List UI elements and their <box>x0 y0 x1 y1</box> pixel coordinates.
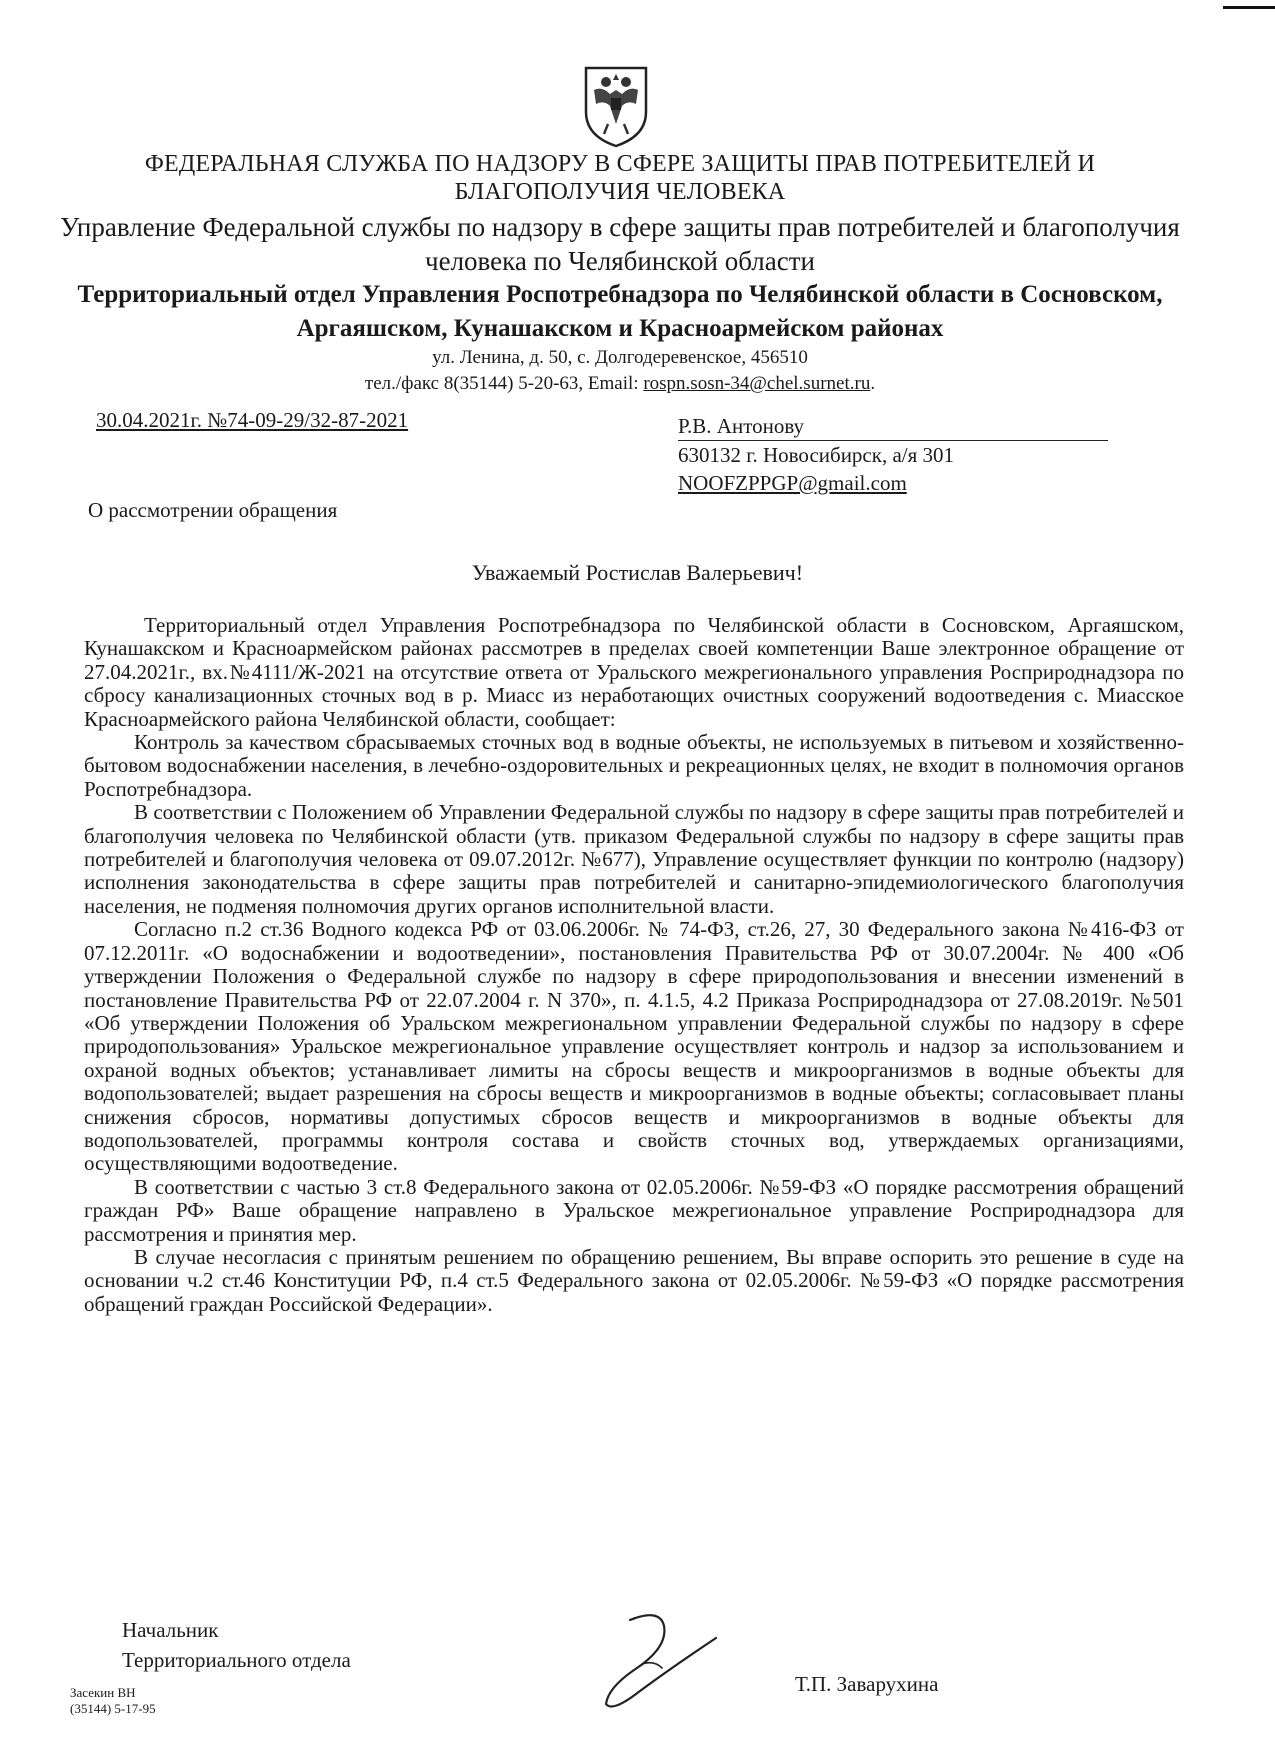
addressee-address: 630132 г. Новосибирск, а/я 301 <box>678 443 955 467</box>
body-paragraph: В соответствии с Положением об Управлении Федеральной службы по надзору в сфере защиты прав потребителей и благополучия человека по Челябинской области (утв. приказом Федеральной службы по надзору в сфере защиты прав потребителей и благополучия человека от 09.07.2012г. №677), Управление осуществляет функции по контролю (надзору) исполнения законодательства в сфере защиты прав потребителей и санитарно-эпидемиологического благополучия населения, не подменяя полномочия других органов исполнительной власти. <box>84 800 1184 918</box>
executor-phone: (35144) 5-17-95 <box>70 1701 156 1716</box>
signatory-name: Т.П. Заварухина <box>795 1672 939 1696</box>
coat-of-arms-emblem-icon <box>580 60 652 150</box>
regional-office-header: Управление Федеральной службы по надзору в сфере защиты прав потребителей и благополучия человека по Челябинской области <box>60 212 1180 276</box>
letter-subject: О рассмотрении обращения <box>88 498 338 522</box>
office-address: ул. Ленина, д. 50, с. Долгодеревенское, 456510 <box>432 347 808 368</box>
letter-body <box>84 614 1184 1316</box>
body-paragraph: В соответствии с частью 3 ст.8 Федерального закона от 02.05.2006г. №59-ФЗ «О порядке рассмотрения обращений граждан РФ» Ваше обращение направлено в Уральское межрегиональное управление Росприроднадзора для рассмотрения и принятия мер. <box>84 1174 1184 1246</box>
executor-name: Засекин ВН <box>70 1685 136 1700</box>
body-paragraph: Согласно п.2 ст.36 Водного кодекса РФ от 03.06.2006г. № 74-ФЗ, ст.26, 27, 30 Федерального закона №416-ФЗ от 07.12.2011г. «О водоснабжении и водоотведении», постановления Правительства РФ от 30.07.2004г. № 400 «Об утверждении Положения о Федеральной службе по надзору в сфере природопользования и внесении изменений в постановление Правительства РФ от 22.07.2004 г. N 370», п. 4.1.5, 4.2 Приказа Росприроднадзора от 27.08.2019г. №501 «Об утверждении Положения об Уральском межрегиональном управлении Федеральной службы по надзору в сфере природопользования» Уральское межрегиональное управление осуществляет контроль и надзор за использованием и охраной водных объектов; устанавливает лимиты на сбросы веществ и микроорганизмов в водные объекты для водопользователей; выдает разрешения на сбросы веществ и микроорганизмов в водные объекты; согласовывает планы снижения сбросов, нормативы допустимых сбросов веществ и микроорганизмов в водные объекты для водопользователей, программы контроля состава и свойств сточных вод, утверждаемых организациями, осуществляющими водоотведение. <box>84 917 1184 1176</box>
addressee-email-link[interactable]: NOOFZPPGP@gmail.com <box>678 471 907 495</box>
letter-reference-number: 30.04.2021г. №74-09-29/32-87-2021 <box>96 408 409 432</box>
greeting: Уважаемый Ростислав Валерьевич! <box>471 560 804 585</box>
signatory-position-line2: Территориального отдела <box>122 1648 351 1672</box>
agency-name-header: ФЕДЕРАЛЬНАЯ СЛУЖБА ПО НАДЗОРУ В СФЕРЕ ЗАЩИТЫ ПРАВ ПОТРЕБИТЕЛЕЙ И БЛАГОПОЛУЧИЯ ЧЕЛОВЕКА <box>144 151 1096 205</box>
body-paragraph: Контроль за качеством сбрасываемых сточных вод в водные объекты, не используемых в питьевом и хозяйственно-бытовом водоснабжении населения, в лечебно-оздоровительных и рекреационных целях, не входит в полномочия органов Роспотребнадзора. <box>84 730 1184 801</box>
office-email-link[interactable]: rospn.sosn-34@chel.surnet.ru <box>643 373 871 394</box>
scan-edge-mark <box>1223 6 1275 9</box>
territorial-office-header: Территориальный отдел Управления Роспотребнадзора по Челябинской области в Сосновском, Аргаяшском, Кунашакском и Красноармейском районах <box>77 281 1163 342</box>
handwritten-signature-icon <box>590 1608 720 1713</box>
signatory-position-line1: Начальник <box>122 1618 219 1642</box>
addressee-name: Р.В. Антонову <box>678 412 1108 441</box>
office-email-suffix: . <box>870 373 876 394</box>
body-paragraph: Территориальный отдел Управления Роспотребнадзора по Челябинской области в Сосновском, Аргаяшском, Кунашакском и Красноармейском районах рассмотрев в пределах своей компетенции Ваше электронное обращение от 27.04.2021г., вх.№4111/Ж-2021 на отсутствие ответа от Уральского межрегионального управления Росприроднадзора по сбросу канализационных сточных вод в р. Миасс из неработающих очистных сооружений водоотведения с. Миасское Красноармейского района Челябинской области, сообщает: <box>84 613 1184 731</box>
body-paragraph: В случае несогласия с принятым решением по обращению решением, Вы вправе оспорить это решение в суде на основании ч.2 ст.46 Конституции РФ, п.4 ст.5 Федерального закона от 02.05.2006г. №59-ФЗ «О порядке рассмотрения обращений граждан Российской Федерации». <box>84 1244 1184 1316</box>
office-contacts <box>60 371 1180 397</box>
addressee-block <box>678 412 1118 497</box>
executor-info <box>70 1685 156 1717</box>
signatory-position <box>122 1615 351 1675</box>
office-phone: тел./факс 8(35144) 5-20-63, Email: <box>364 373 644 394</box>
